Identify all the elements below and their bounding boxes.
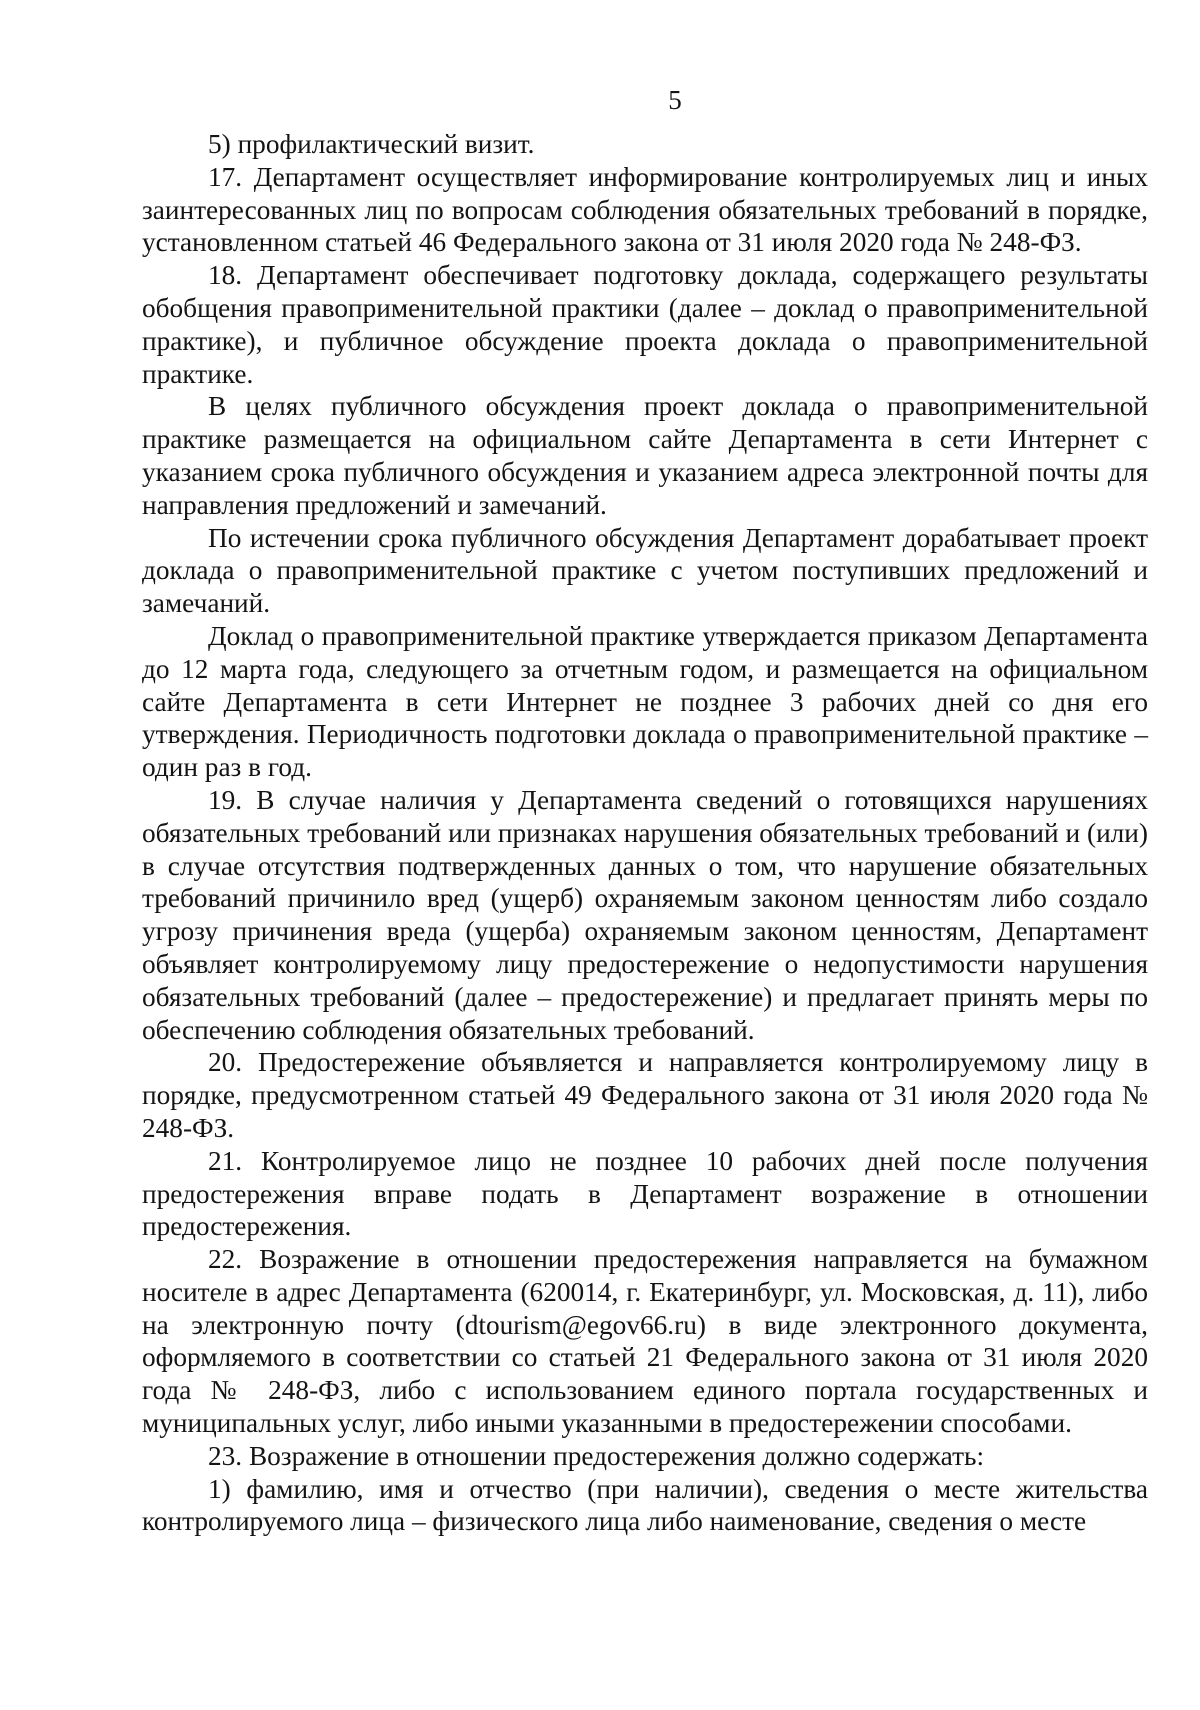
paragraph-23-item-1: 1) фамилию, имя и отчество (при наличии), сведения о месте жительства контролируемого лица – физического лица либо наименование, сведения о месте: [142, 1473, 1148, 1537]
paragraph-22: 22. Возражение в отношении предостережения направляется на бумажном носителе в адрес Департамента (620014, г. Екатеринбург, ул. Московская, д. 11), либо на электронную почту (dtourism@egov66.ru) в виде электронного документа, оформляемого в соответствии со статьей 21 Федерального закона от 31 июля 2020 года № 248-ФЗ, либо с использованием единого портала государственных и муниципальных услуг, либо иными указанными в предостережении способами.: [142, 1244, 1148, 1439]
paragraph-21: 21. Контролируемое лицо не позднее 10 рабочих дней после получения предостережения вправе подать в Департамент возражение в отношении предостережения.: [142, 1145, 1148, 1242]
paragraph-18-public-discussion: В целях публичного обсуждения проект доклада о правоприменительной практике размещается на официальном сайте Департамента в сети Интернет с указанием срока публичного обсуждения и указанием адреса электронной почты для направления предложений и замечаний.: [142, 391, 1148, 520]
paragraph-19: 19. В случае наличия у Департамента сведений о готовящихся нарушениях обязательных требований или признаках нарушения обязательных требований и (или) в случае отсутствия подтвержденных данных о том, что нарушение обязательных требований причинило вред (ущерб) охраняемым законом ценностям либо создало угрозу причинения вреда (ущерба) охраняемым законом ценностям, Департамент объявляет контролируемому лицу предостережение о недопустимости нарушения обязательных требований (далее – предостережение) и предлагает принять меры по обеспечению соблюдения обязательных требований.: [142, 784, 1148, 1045]
page-number: 5: [668, 85, 682, 115]
paragraph-18-report-approval: Доклад о правоприменительной практике утверждается приказом Департамента до 12 марта года, следующего за отчетным годом, и размещается на официальном сайте Департамента в сети Интернет не позднее 3 рабочих дней со дня его утверждения. Периодичность подготовки доклада о правоприменительной практике – один раз в год.: [142, 620, 1148, 783]
document-body: [142, 128, 1148, 1538]
paragraph-20: 20. Предостережение объявляется и направляется контролируемому лицу в порядке, предусмотренном статьей 49 Федерального закона от 31 июля 2020 года № 248-ФЗ.: [142, 1047, 1148, 1143]
paragraph-23: 23. Возражение в отношении предостережения должно содержать:: [208, 1440, 985, 1471]
paragraph-18-after-discussion: По истечении срока публичного обсуждения Департамент дорабатывает проект доклада о правоприменительной практике с учетом поступивших предложений и замечаний.: [142, 522, 1148, 619]
paragraph-17: 17. Департамент осуществляет информирование контролируемых лиц и иных заинтересованных лиц по вопросам соблюдения обязательных требований в порядке, установленном статьей 46 Федерального закона от 31 июля 2020 года № 248-ФЗ.: [142, 161, 1148, 258]
paragraph-item-5: 5) профилактический визит.: [208, 129, 535, 159]
paragraph-18: 18. Департамент обеспечивает подготовку доклада, содержащего результаты обобщения правоприменительной практики (далее – доклад о правоприменительной практике), и публичное обсуждение проекта доклада о правоприменительной практике.: [142, 260, 1148, 389]
